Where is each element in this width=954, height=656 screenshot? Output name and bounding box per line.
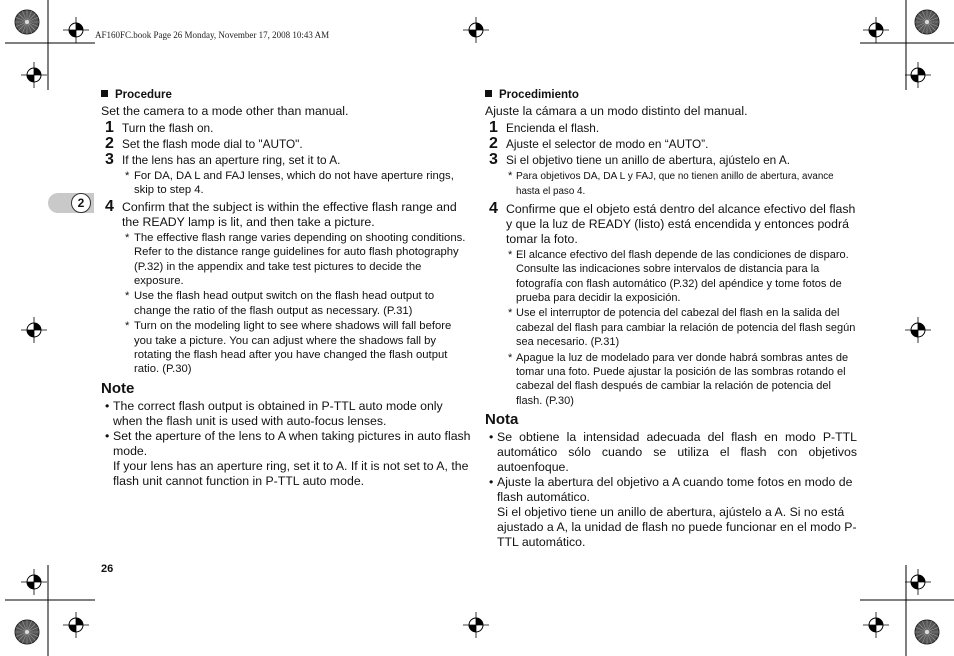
step-4-footnote: * Apague la luz de modelado para ver donde habrá sombras antes de tomar una foto. Puede ajustar la posición de las sombras rotando el cabezal del flash después de cambiar la relación de potencia del flash. (P.30) xyxy=(508,351,849,407)
square-bullet-icon xyxy=(101,90,108,97)
chapter-number-badge: 2 xyxy=(71,193,91,213)
english-column xyxy=(101,88,471,489)
step-3: 3 Si el objetivo tiene un anillo de abertura, ajústelo en A. xyxy=(489,151,790,168)
book-header-line: AF160FC.book Page 26 Monday, November 17, 2008 10:43 AM xyxy=(95,30,330,40)
step-4-footnote: * Use el interruptor de potencia del cabezal del flash en la salida del cabezal del flash para cambiar la relación de potencia del flash según sea necesario. (P.31) xyxy=(508,307,856,349)
procedure-heading: Procedure xyxy=(101,88,471,103)
note-heading: Nota xyxy=(485,411,519,429)
step-4: 4 Confirme que el objeto está dentro del alcance efectivo del flash y que la luz de READY (listo) está encendida y entonces podrá tomar la foto. xyxy=(489,199,856,246)
spanish-column xyxy=(485,88,857,550)
step-4-footnote: * Turn on the modeling light to see where shadows will fall before you take a picture. You can adjust where the shadows fall by rotating the flash head after you have changed the flash output ratio. (P.30) xyxy=(125,320,452,376)
procedure-intro: Set the camera to a mode other than manual. xyxy=(101,104,349,118)
step-4: 4 Confirm that the subject is within the effective flash range and the READY lamp is lit, and then take a picture. xyxy=(105,197,457,229)
note-bullet: • Set the aperture of the lens to A when taking pictures in auto flash mode. If your lens has an aperture ring, set it to A. If it is not set to A, the flash unit cannot function in P-TTL auto mode. xyxy=(105,428,471,488)
step-3-footnote: * For DA, DA L and FAJ lenses, which do not have aperture rings, skip to step 4. xyxy=(125,170,454,197)
step-2: 2 Set the flash mode dial to "AUTO". xyxy=(105,135,303,152)
note-bullet: • The correct flash output is obtained in P-TTL auto mode only when the flash unit is used with auto-focus lenses. xyxy=(105,398,443,428)
step-3-footnote: * Para objetivos DA, DA L y FAJ, que no tienen anillo de abertura, avance hasta el paso 4. xyxy=(508,170,834,198)
step-2: 2 Ajuste el selector de modo en “AUTO”. xyxy=(489,135,709,152)
step-4-footnote: * The effective flash range varies depending on shooting conditions. Refer to the distance range guidelines for auto flash photography (P.32) in the appendix and take test pictures to decide the exposure. xyxy=(125,231,466,288)
procedure-intro: Ajuste la cámara a un modo distinto del manual. xyxy=(485,104,748,118)
step-1: 1 Encienda el flash. xyxy=(489,119,600,136)
step-4-footnote: * Use the flash head output switch on the flash head output to change the ratio of the flash output as necessary. (P.31) xyxy=(125,290,435,317)
procedure-heading: Procedimiento xyxy=(485,88,857,103)
step-3: 3 If the lens has an aperture ring, set it to A. xyxy=(105,151,341,168)
page-number: 26 xyxy=(101,563,114,575)
step-4-footnote: * El alcance efectivo del flash depende de las condiciones de disparo. Consulte las indicaciones sobre intervalos de distancia para la fotografía con flash automático (P.32) del apéndice y tome fotos de prueba para decidir la exposición. xyxy=(508,248,849,305)
square-bullet-icon xyxy=(485,90,492,97)
note-bullet: • Ajuste la abertura del objetivo a A cuando tome fotos en modo de flash automático. Si el objetivo tiene un anillo de abertura, ajústelo a A. Si no está ajustado a A, la unidad de flash no puede funcionar en el modo P-TTL automático. xyxy=(489,475,857,550)
note-heading: Note xyxy=(101,379,135,397)
step-1: 1 Turn the flash on. xyxy=(105,119,214,136)
note-bullet: • Se obtiene la intensidad adecuada del flash en modo P-TTL automático sólo cuando se utiliza el flash con objetivos autoenfoque. xyxy=(489,430,857,475)
